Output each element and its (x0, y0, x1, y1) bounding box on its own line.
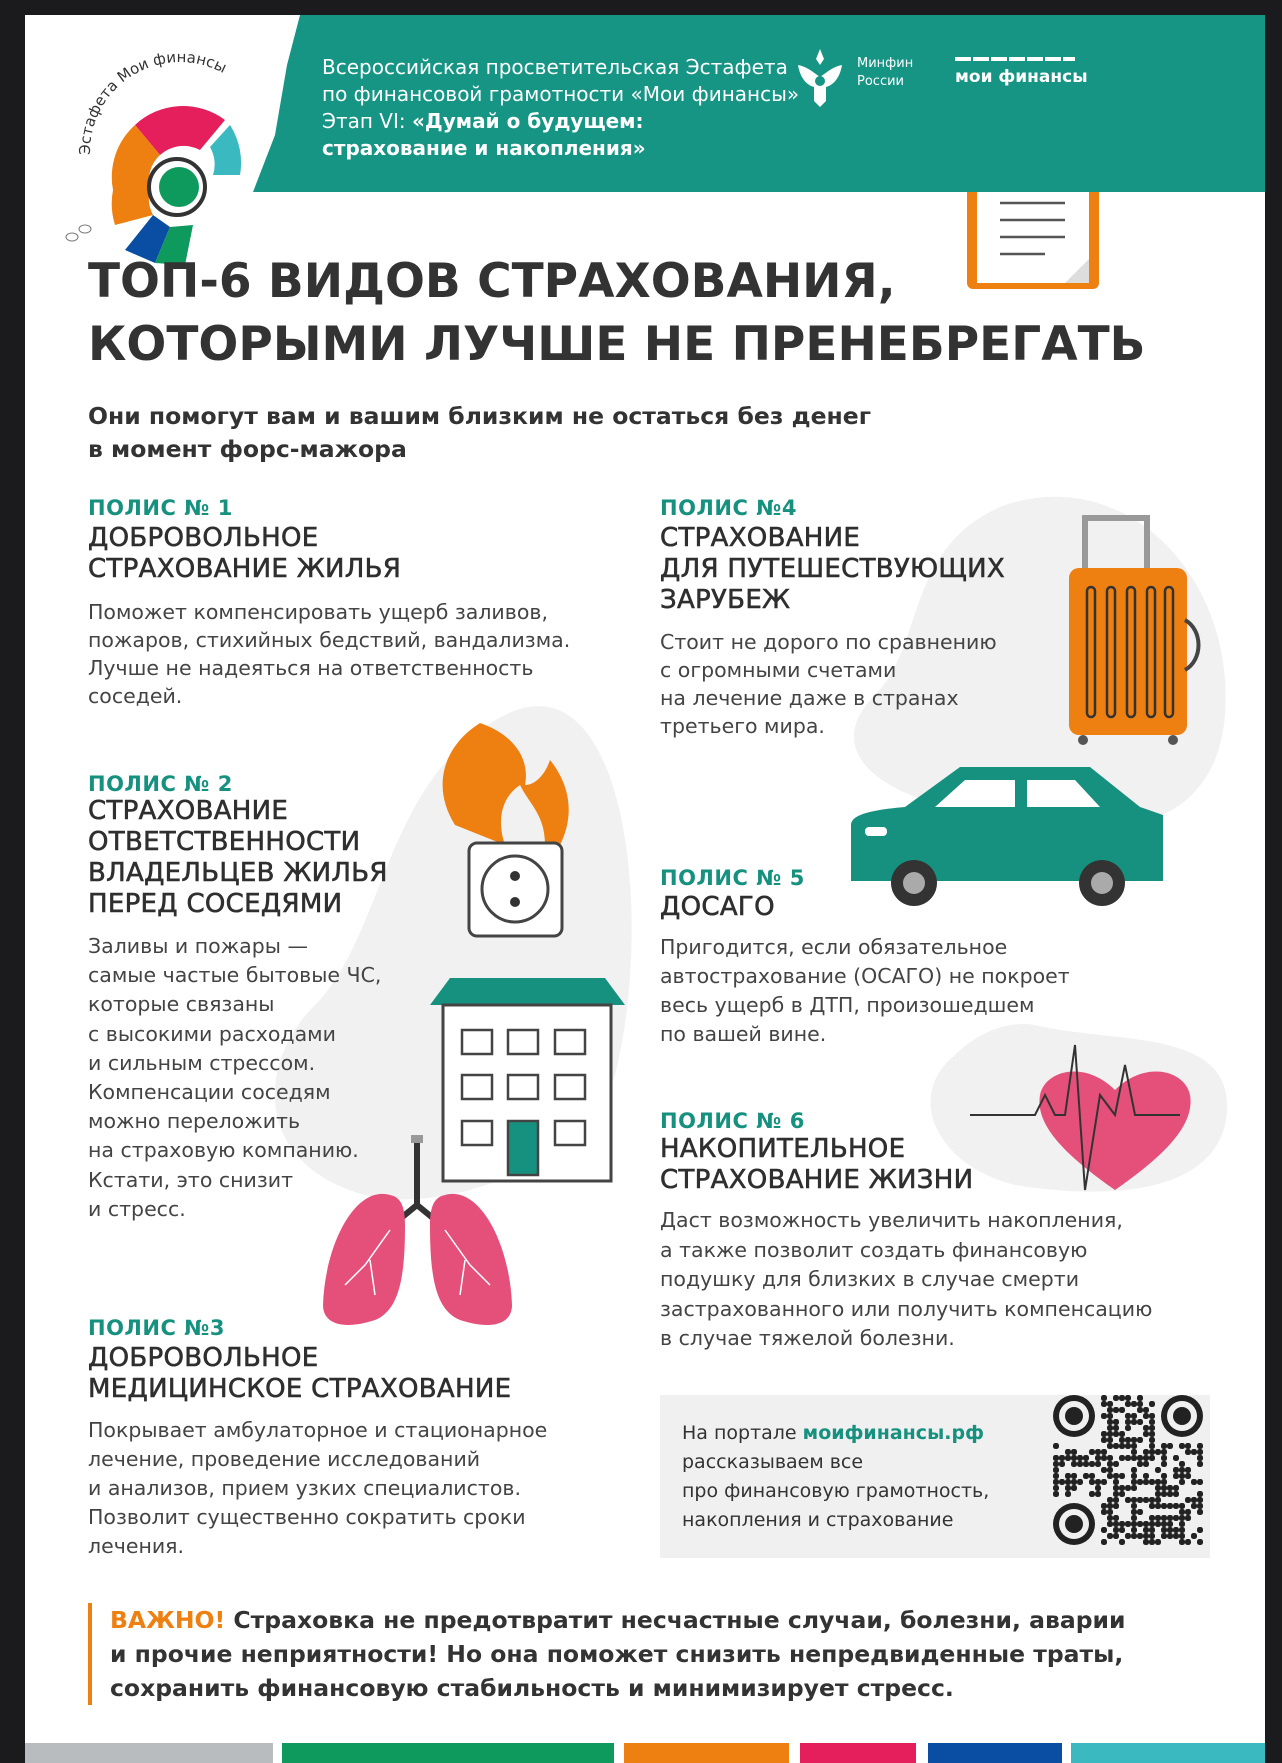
policy-heading (660, 1134, 973, 1196)
important-line: и прочие неприятности! Но она поможет снизить непредвиденные траты, (110, 1640, 1124, 1668)
subtitle-line-2: в момент форс-мажора (88, 435, 407, 463)
portal-link[interactable]: моифинансы.рф (802, 1422, 984, 1444)
policy-description-line: а также позволит создать финансовую (660, 1237, 1088, 1262)
policy-heading-line: СТРАХОВАНИЕ (660, 523, 861, 553)
brand-line (955, 57, 1075, 61)
stripe-orange (624, 1743, 789, 1763)
policy-description-line: лечение, проведение исследований (88, 1447, 481, 1471)
policy-description-line: Поможет компенсировать ущерб заливов, (88, 600, 548, 624)
policy-description-line: и сильным стрессом. (88, 1050, 316, 1075)
stripe-gray (25, 1743, 273, 1763)
policy-description-line: Стоит не дорого по сравнению (660, 630, 997, 654)
policy-description-line: Покрывает амбулаторное и стационарное (88, 1418, 548, 1442)
stripe-pink (800, 1743, 916, 1763)
policy-description-line: Пригодится, если обязательное (660, 935, 1008, 959)
minfin-line-1: Минфин (857, 56, 914, 71)
page-subtitle (88, 400, 871, 466)
important-line: Страховка не предотвратит несчастные случаи, болезни, аварии (225, 1606, 1126, 1634)
policy-description (88, 932, 381, 1224)
policy-label: ПОЛИС №3 (88, 1316, 226, 1340)
policy-label: ПОЛИС №4 (660, 496, 798, 520)
header-line-2: по финансовой грамотности «Мои финансы» (322, 82, 800, 106)
policy-heading-line: СТРАХОВАНИЕ (88, 796, 289, 826)
policy-heading (660, 892, 775, 923)
policy-description-line: третьего мира. (660, 714, 825, 738)
policy-description-line: подушку для близких в случае смерти (660, 1267, 1080, 1291)
policy-heading-line: ПЕРЕД СОСЕДЯМИ (88, 889, 343, 919)
portal-text (682, 1419, 989, 1535)
policy-heading-line: ВЛАДЕЛЬЦЕВ ЖИЛЬЯ (88, 858, 388, 888)
stripe-green (282, 1743, 614, 1763)
policy-description-line: пожаров, стихийных бедствий, вандализма. (88, 628, 571, 652)
policy-description-line: и стресс. (88, 1196, 186, 1221)
policy-description-line: с высокими расходами (88, 1021, 336, 1046)
portal-line: рассказываем все (682, 1451, 864, 1473)
portal-info-box (660, 1395, 1210, 1558)
policy-description-line: лечения. (88, 1534, 185, 1558)
policy-description-line: на лечение даже в странах (660, 686, 959, 710)
policy-description-line: в случае тяжелой болезни. (660, 1326, 955, 1350)
policy-description-line: Заливы и пожары — (88, 934, 308, 958)
policy-heading (88, 796, 388, 920)
policy-heading-line: МЕДИЦИНСКОЕ СТРАХОВАНИЕ (88, 1374, 512, 1404)
important-note (88, 1603, 1125, 1705)
policy-description-line: Компенсации соседям (88, 1080, 331, 1105)
policy-label: ПОЛИС № 1 (88, 496, 233, 520)
policy-description-line: соседей. (88, 684, 183, 708)
header-stage (322, 108, 644, 135)
policy-description-line: по вашей вине. (660, 1022, 827, 1046)
russian-eagle-emblem (790, 45, 850, 111)
policy-label: ПОЛИС № 5 (660, 866, 805, 890)
policy-description-line: застрахованного или получить компенсацию (660, 1296, 1153, 1321)
header-line-1: Всероссийская просветительская Эстафета (322, 55, 788, 79)
subtitle-line-1: Они помогут вам и вашим близким не остаться без денег (88, 402, 871, 430)
policy-heading-line: НАКОПИТЕЛЬНОЕ (660, 1134, 906, 1164)
portal-line: про финансовую грамотность, (682, 1480, 990, 1502)
minfin-label (857, 55, 913, 91)
important-line: сохранить финансовую стабильность и минимизирует стресс. (110, 1674, 954, 1702)
policy-description-line: самые частые бытовые ЧС, (88, 963, 382, 988)
title-line-1: ТОП-6 ВИДОВ СТРАХОВАНИЯ, (88, 254, 896, 309)
policy-heading-line: ОТВЕТСТВЕННОСТИ (88, 827, 361, 857)
stage-title: «Думай о будущем: (411, 109, 644, 133)
header-stage-2: страхование и накопления» (322, 136, 646, 160)
title-line-2: КОТОРЫМИ ЛУЧШЕ НЕ ПРЕНЕБРЕГАТЬ (88, 317, 1146, 372)
policy-heading (88, 523, 401, 585)
policy-description (88, 598, 570, 710)
policy-description-line: автострахование (ОСАГО) не покроет (660, 964, 1070, 988)
policy-heading-line: ДОБРОВОЛЬНОЕ (88, 1343, 319, 1373)
policy-heading-line: ДЛЯ ПУТЕШЕСТВУЮЩИХ (660, 554, 1006, 584)
policy-description (660, 933, 1070, 1049)
policy-description-line: на страховую компанию. (88, 1138, 359, 1163)
policy-description-line: с огромными счетами (660, 658, 897, 682)
policy-heading-line: СТРАХОВАНИЕ ЖИЛЬЯ (88, 554, 402, 584)
policy-description (660, 1206, 1152, 1354)
building-icon (430, 978, 625, 1181)
policy-description (88, 1416, 547, 1561)
portal-line: накопления и страхование (682, 1509, 954, 1531)
socket-icon (469, 843, 562, 936)
policy-heading (88, 1343, 511, 1405)
policy-description-line: Позволит существенно сократить сроки (88, 1505, 526, 1529)
stage-prefix: Этап VI: (322, 109, 412, 133)
policy-heading-line: ДОБРОВОЛЬНОЕ (88, 523, 319, 553)
poster (25, 15, 1265, 1763)
portal-prefix: На портале (682, 1422, 803, 1444)
brand-name: мои финансы (955, 67, 1088, 87)
policy-description (660, 628, 997, 740)
policy-heading-line: ЗАРУБЕЖ (660, 585, 791, 615)
policy-label: ПОЛИС № 6 (660, 1109, 805, 1133)
policy-description-line: Лучше не надеяться на ответственность (88, 656, 534, 680)
policy-description-line: весь ущерб в ДТП, произошедшем (660, 993, 1035, 1017)
page-title (88, 250, 1146, 376)
policy-heading-line: СТРАХОВАНИЕ ЖИЗНИ (660, 1165, 974, 1195)
policy-label: ПОЛИС № 2 (88, 772, 233, 796)
stripe-blue (928, 1743, 1062, 1763)
policy-heading-line: ДОСАГО (660, 892, 775, 922)
qr-code[interactable] (1053, 1395, 1203, 1545)
logo-text: Эстафета Мои финансы (75, 47, 230, 156)
policy-description-line: и анализов, прием узких специалистов. (88, 1476, 521, 1500)
policy-description-line: можно переложить (88, 1109, 301, 1134)
minfin-line-2: России (857, 74, 904, 89)
policy-description-line: которые связаны (88, 992, 275, 1017)
policy-description-line: Кстати, это снизит (88, 1167, 294, 1192)
important-label: ВАЖНО! (110, 1606, 226, 1634)
relay-logo (66, 48, 241, 265)
policy-heading (660, 523, 1005, 616)
policy-description-line: Даст возможность увеличить накопления, (660, 1208, 1123, 1232)
stripe-cyan (1071, 1743, 1265, 1763)
